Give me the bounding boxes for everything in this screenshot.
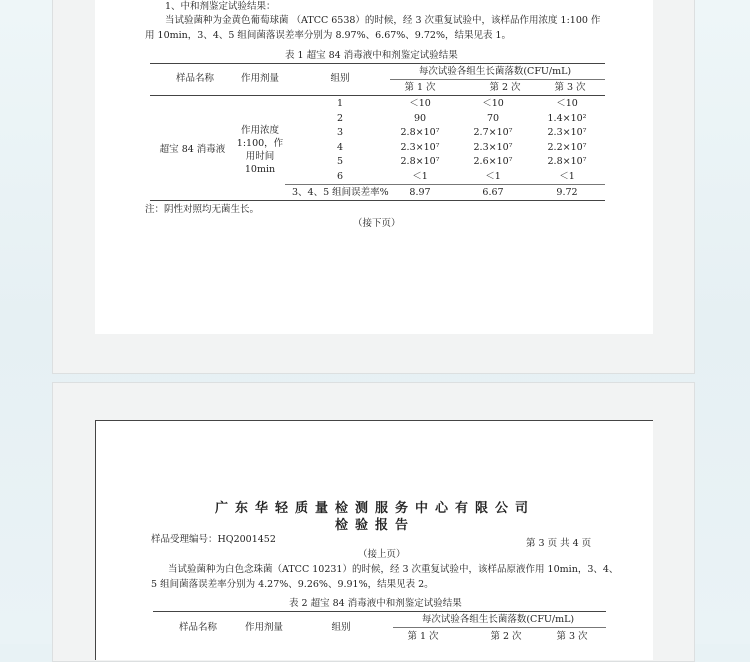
header-run-2: 第 2 次 [490,631,522,642]
header-sample: 样品名称 [178,622,217,633]
header-run-1: 第 1 次 [407,631,439,642]
dose-line-4: 10min [244,164,276,175]
group-cell: 5 [336,156,344,167]
dose-line-3: 用时间 [245,151,275,162]
section-heading: 1、中和剂鉴定试验结果： [165,1,276,12]
run2-cell: 70 [486,113,500,124]
header-run-3: 第 3 次 [556,631,588,642]
header-colony-counts: 每次试验各组生长菌落数(CFU/mL) [418,66,572,77]
run1-cell: 2.8×10⁷ [400,156,440,167]
run3-cell: 2.2×10⁷ [547,142,587,153]
error-run3: 9.72 [556,187,578,198]
run2-cell: 2.7×10⁷ [473,127,513,138]
dose-line-1: 作用浓度 [240,125,279,136]
run3-cell: 1.4×10² [547,113,587,124]
company-name: 广东华轻质量检测服务中心有限公司 [214,501,535,516]
intro-line-1: 当试验菌种为白色念珠菌（ATCC 10231）的时候，经 3 次重复试验中，该样品原液作用 10min，3、4、 [168,564,619,575]
error-label: 3、4、5 组间误差率% [292,187,389,198]
run1-cell: 2.8×10⁷ [400,127,440,138]
run3-cell: ＜10 [556,98,578,109]
header-run-1: 第 1 次 [404,82,436,93]
run1-cell: ＜1 [412,171,428,182]
run1-cell: 90 [413,113,427,124]
group-cell: 6 [336,171,344,182]
run3-cell: ＜1 [559,171,575,182]
intro-line-1: 当试验菌种为金黄色葡萄球菌 （ATCC 6538）的时候，经 3 次重复试验中，该样品作用浓度 1:100 作 [165,15,601,26]
table-caption: 表 2 超宝 84 消毒液中和剂鉴定试验结果 [289,598,462,609]
table-note: 注：阴性对照均无菌生长。 [145,204,260,215]
group-cell: 4 [336,142,344,153]
run2-cell: ＜1 [485,171,501,182]
run2-cell: 2.3×10⁷ [473,142,513,153]
error-run2: 6.67 [482,187,504,198]
report-title: 检验报告 [334,518,415,533]
run3-cell: 2.8×10⁷ [547,156,587,167]
continued-next: （接下页） [353,218,401,229]
run2-cell: 2.6×10⁷ [473,156,513,167]
intro-line-2: 用 10min，3、4、5 组间菌落误差率分别为 8.97%、6.67%、9.72%，结果见表 1。 [145,30,512,41]
group-cell: 2 [336,113,344,124]
group-cell: 3 [336,127,344,138]
dose-line-2: 1:100，作 [236,138,284,149]
header-dose: 作用剂量 [244,622,283,633]
run2-cell: ＜10 [482,98,504,109]
continued-from: （接上页） [358,549,406,560]
header-group: 组别 [330,73,350,84]
header-dose: 作用剂量 [240,73,279,84]
group-cell: 1 [336,98,344,109]
header-run-2: 第 2 次 [489,82,521,93]
table-top-rule [153,611,606,612]
intro-line-2: 5 组间菌落误差率分别为 4.27%、9.26%、9.91%，结果见表 2。 [151,579,434,590]
sample-name-cell: 超宝 84 消毒液 [159,144,226,155]
error-run1: 8.97 [409,187,431,198]
run3-cell: 2.3×10⁷ [547,127,587,138]
run1-cell: ＜10 [409,98,431,109]
report-page-2 [95,420,653,660]
header-sub-rule [393,627,606,628]
table-top-rule [150,63,605,64]
header-sub-rule [390,79,605,80]
header-run-3: 第 3 次 [554,82,586,93]
report-page-1 [95,0,653,334]
table-caption: 表 1 超宝 84 消毒液中和剂鉴定试验结果 [285,50,458,61]
sample-receipt-number: 样品受理编号：HQ2001452 [151,534,276,545]
header-bottom-rule [150,95,605,96]
page-number: 第 3 页 共 4 页 [526,538,592,549]
header-sample: 样品名称 [175,73,214,84]
error-row-rule [285,184,605,185]
header-colony-counts: 每次试验各组生长菌落数(CFU/mL) [421,614,575,625]
run1-cell: 2.3×10⁷ [400,142,440,153]
header-group: 组别 [331,622,351,633]
table-bottom-rule [150,200,605,201]
